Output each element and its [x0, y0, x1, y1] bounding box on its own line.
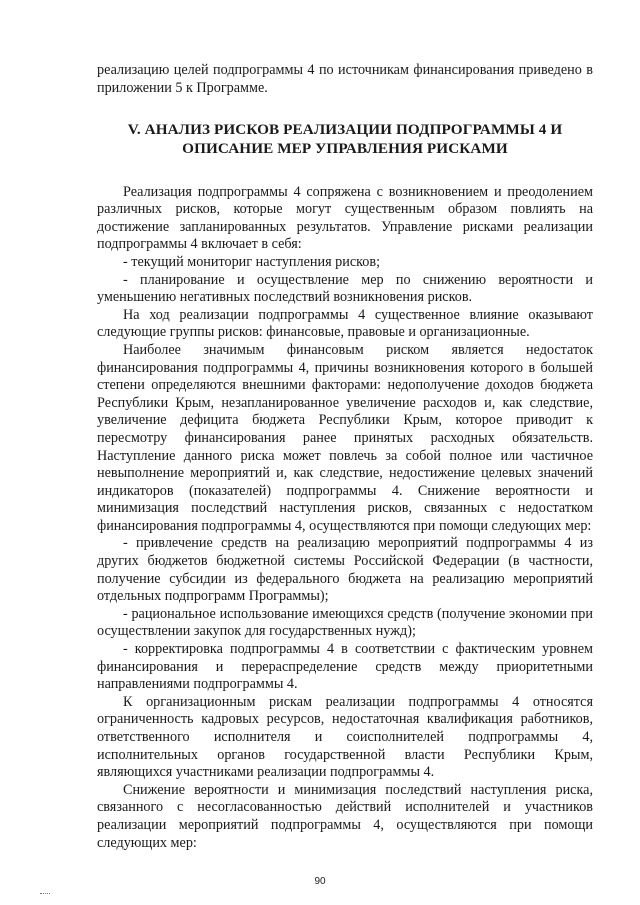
list-item-attracting-funds: - привлечение средств на реализацию мероприятий подпрограммы 4 из других бюджетов бюджетной системы Российской Федерации (в частности, получение субсидии из федерального бюджета на реализацию мероприятий отдельных подпрограмм Программы); — [97, 535, 593, 605]
paragraph-financial-risk: Наиболее значимым финансовым риском является недостаток финансирования подпрограммы 4, причины возникновения которого в большей степени определяются внешними факторами: недополучение доходов бюджета Республики Крым, незапланированное увеличение расходов и, как следствие, увеличение дефицита бюджета Республики Крым, которое приводит к пересмотру финансирования ранее принятых расходных обязательств. Наступление данного риска может повлечь за собой полное или частичное невыполнение мероприятий и, как следствие, недостижение целевых значений индикаторов (показателей) подпрограммы 4. Снижение вероятности и минимизация последствий наступления рисков, связанных с недостатком финансирования подпрограммы 4, осуществляются при помощи следующих мер: — [97, 341, 593, 534]
list-item-planning: - планирование и осуществление мер по снижению вероятности и уменьшению негативных последствий возникновения рисков. — [97, 271, 593, 306]
paragraph-organizational-risk: К организационным рискам реализации подпрограммы 4 относятся ограниченность кадровых ресурсов, недостаточная квалификация работников, ответственного исполнителя и соисполнителей подпрограммы 4, исполнительных органов государственной власти Республики Крым, являющихся участниками реализации подпрограммы 4. — [97, 693, 593, 781]
paragraph-risk-groups: На ход реализации подпрограммы 4 существенное влияние оказывают следующие группы рисков: финансовые, правовые и организационные. — [97, 306, 593, 341]
scan-mark — [40, 893, 50, 894]
list-item-monitoring: - текущий мониториг наступления рисков; — [123, 253, 381, 270]
paragraph-risk-management: Реализация подпрограммы 4 сопряжена с возникновением и преодолением различных рисков, которые могут существенным образом повлиять на достижение запланированных результатов. Управление рисками реализации подпрограммы 4 включает в себя: — [97, 183, 593, 253]
section-heading-line-1: V. АНАЛИЗ РИСКОВ РЕАЛИЗАЦИИ ПОДПРОГРАММЫ 4 И — [127, 120, 563, 138]
document-page — [97, 62, 593, 852]
list-item-rational-use: - рациональное использование имеющихся средств (получение экономии при осуществлении закупок для государственных нужд); — [97, 605, 593, 640]
list-item-adjustment: - корректировка подпрограммы 4 в соответствии с фактическим уровнем финансирования и перераспределение средств между приоритетными направлениями подпрограммы 4. — [97, 641, 593, 693]
section-heading-line-2: ОПИСАНИЕ МЕР УПРАВЛЕНИЯ РИСКАМИ — [182, 139, 508, 157]
page-number: 90 — [314, 876, 326, 887]
section-heading — [97, 120, 593, 158]
intro-paragraph: реализацию целей подпрограммы 4 по источникам финансирования приведено в приложении 5 к Программе. — [97, 62, 593, 96]
paragraph-risk-reduction: Снижение вероятности и минимизация последствий наступления риска, связанного с несогласованностью действий исполнителей и участников реализации мероприятий подпрограммы 4, осуществляются при помощи следующих мер: — [97, 781, 593, 851]
